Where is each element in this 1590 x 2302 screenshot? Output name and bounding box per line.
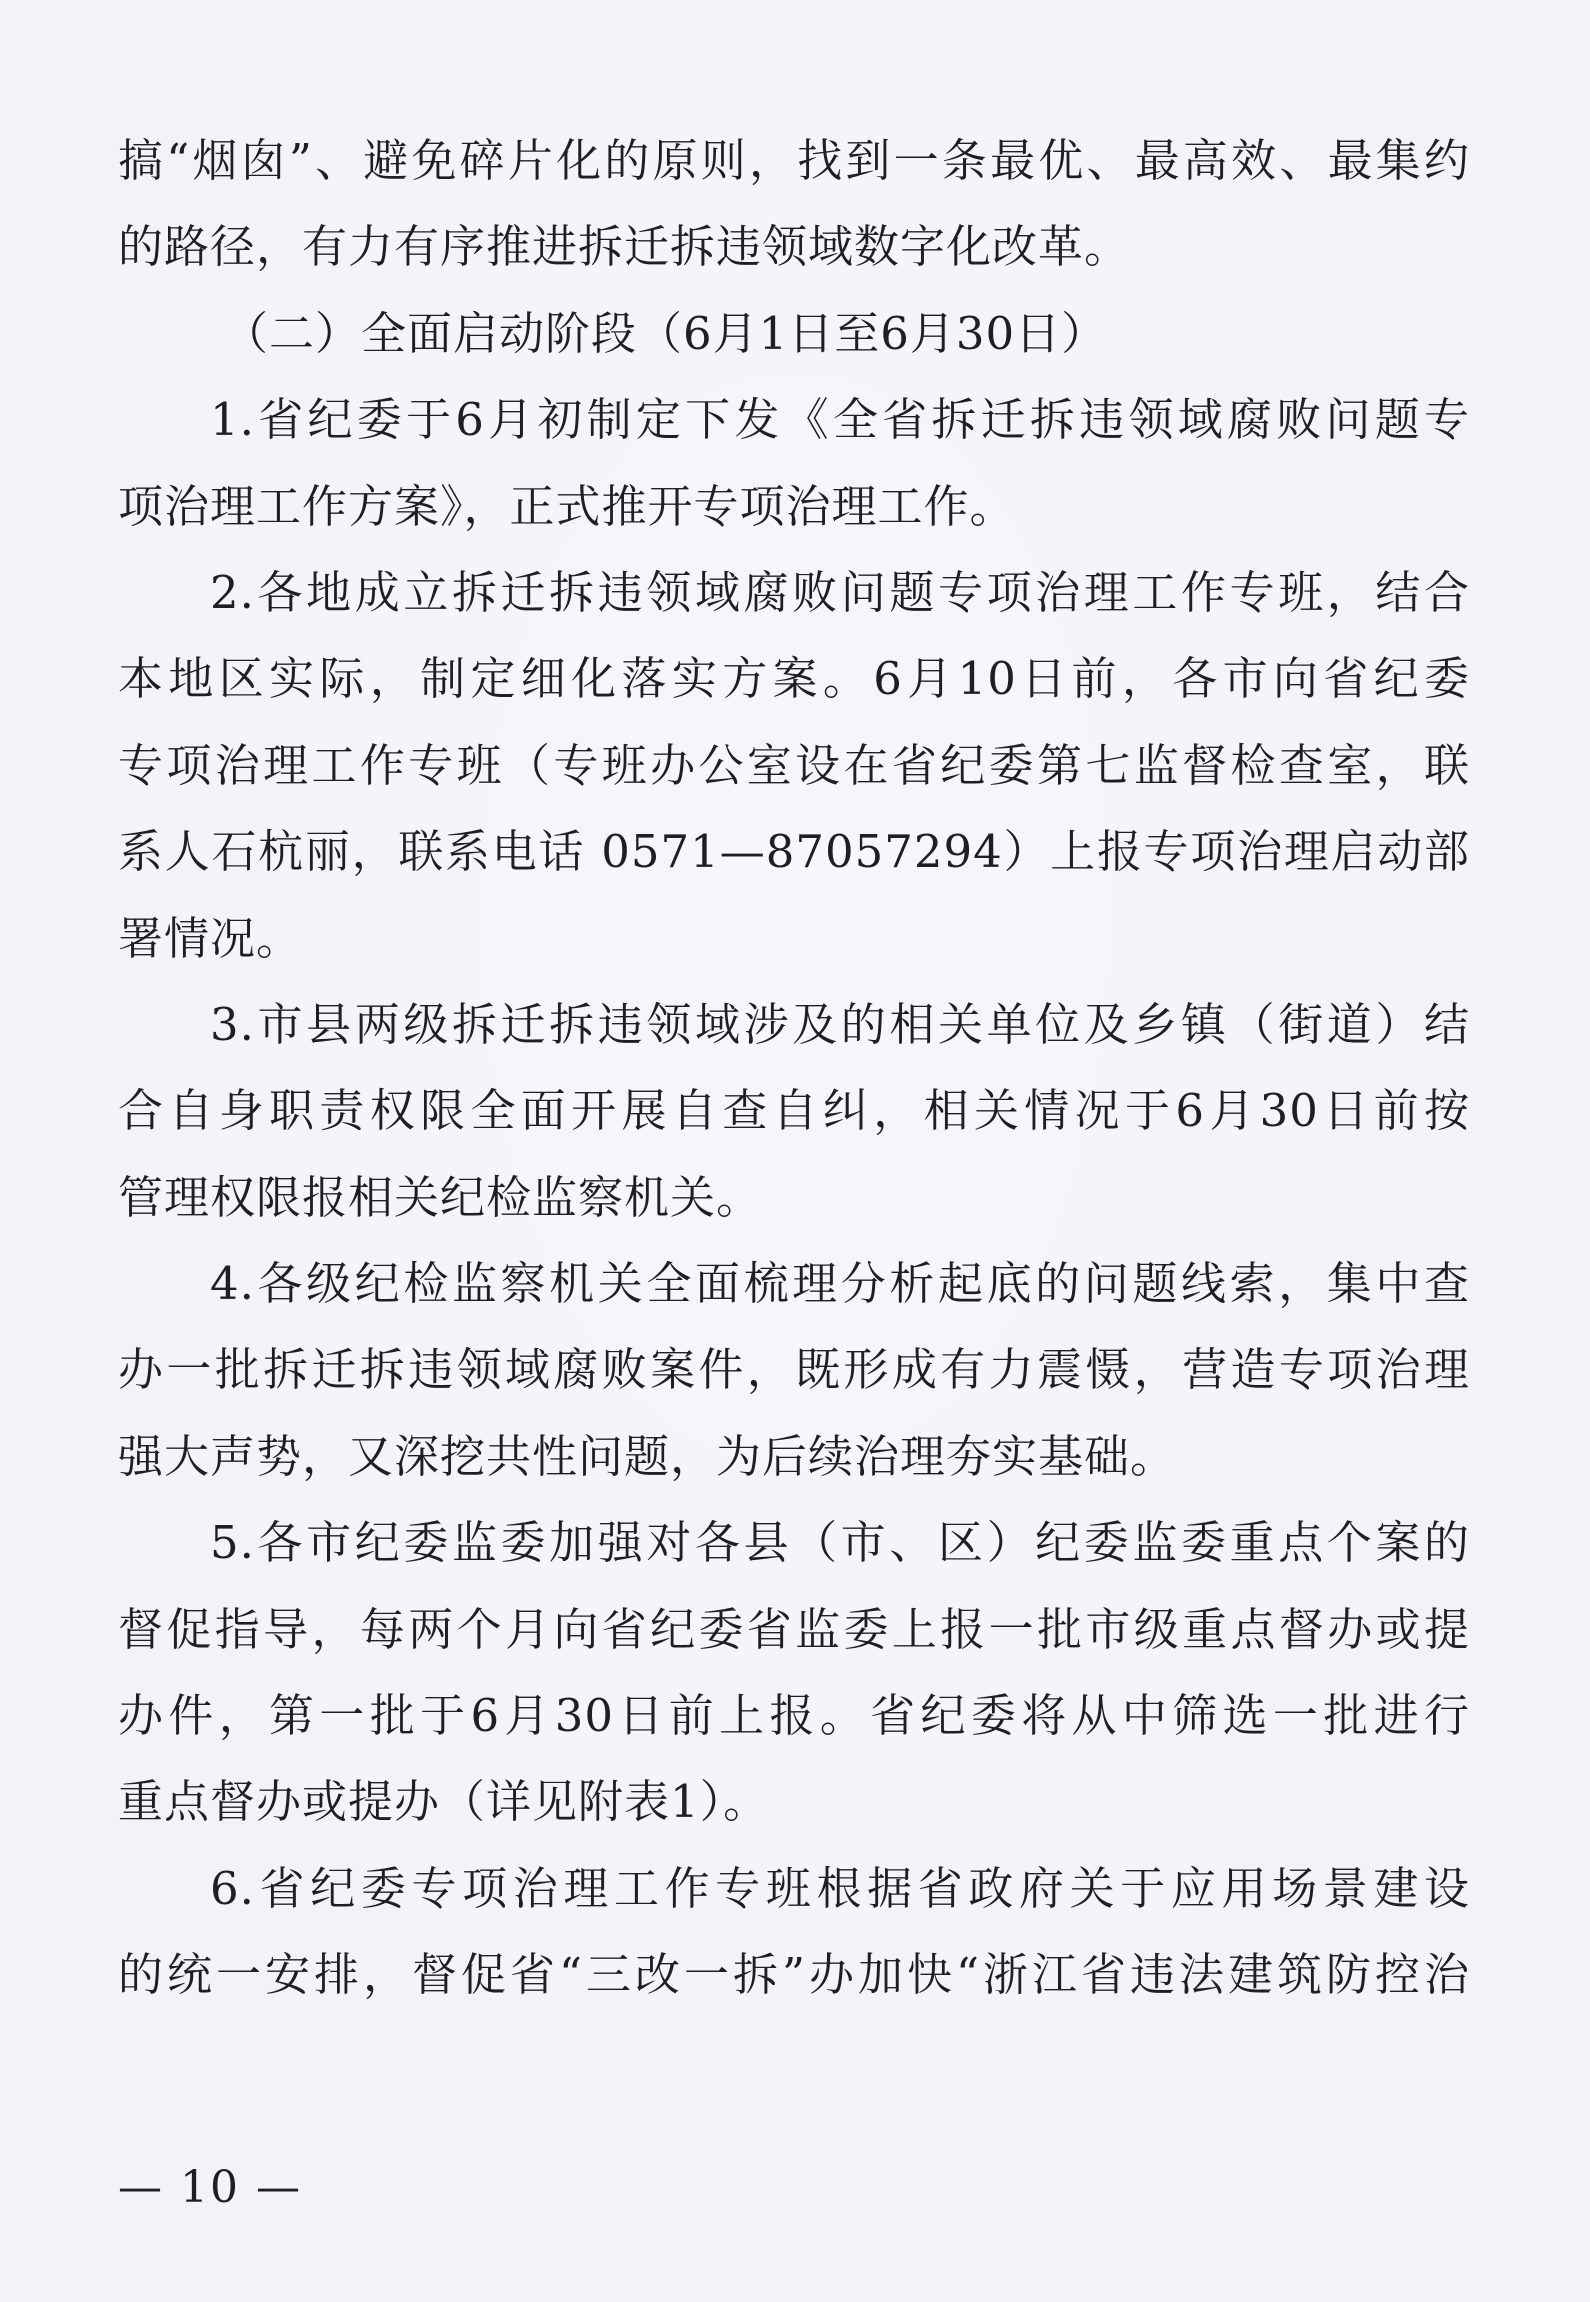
paragraph-4-line: 4.各级纪检监察机关全面梳理分析起底的问题线索，集中查 [210, 1257, 1470, 1311]
page-number: — 10 — [118, 2162, 302, 2213]
paragraph-1-line: 项治理工作方案》，正式推开专项治理工作。 [118, 479, 1016, 533]
paragraph-2-line: 本地区实际，制定细化落实方案。6月10日前，各市向省纪委 [118, 652, 1470, 706]
paragraph-5-line: 重点督办或提办（详见附表1）。 [118, 1775, 770, 1829]
paragraph-4-line: 强大声势，又深挖共性问题，为后续治理夯实基础。 [118, 1429, 1177, 1483]
paragraph-6-line: 6.省纪委专项治理工作专班根据省政府关于应用场景建设 [210, 1861, 1470, 1915]
paragraph-3-line: 3.市县两级拆迁拆违领域涉及的相关单位及乡镇（街道）结 [210, 997, 1470, 1051]
paragraph-5-line: 办件，第一批于6月30日前上报。省纪委将从中筛选一批进行 [118, 1689, 1470, 1743]
paragraph-2-line: 署情况。 [118, 911, 303, 965]
paragraph-5-line: 5.各市纪委监委加强对各县（市、区）纪委监委重点个案的 [210, 1516, 1470, 1570]
paragraph-2-line: 系人石杭丽，联系电话 0571—87057294）上报专项治理启动部 [118, 825, 1470, 879]
paragraph-2-line: 2.各地成立拆迁拆违领域腐败问题专项治理工作专班，结合 [210, 565, 1470, 619]
section-heading: （二）全面启动阶段（6月1日至6月30日） [223, 306, 1108, 360]
paragraph-3-line: 管理权限报相关纪检监察机关。 [118, 1170, 763, 1224]
paragraph-2-line: 专项治理工作专班（专班办公室设在省纪委第七监督检查室，联 [118, 738, 1470, 792]
paragraph-6-line: 的统一安排，督促省“三改一拆”办加快“浙江省违法建筑防控治 [118, 1948, 1470, 2002]
paragraph-5-line: 督促指导，每两个月向省纪委省监委上报一批市级重点督办或提 [118, 1602, 1470, 1656]
paragraph-4-line: 办一批拆迁拆违领域腐败案件，既形成有力震慑，营造专项治理 [118, 1343, 1470, 1397]
document-body [118, 118, 1470, 2019]
text-line: 搞“烟囱”、避免碎片化的原则，找到一条最优、最高效、最集约 [118, 134, 1470, 187]
paragraph-3-line: 合自身职责权限全面开展自查自纠，相关情况于6月30日前按 [118, 1084, 1470, 1138]
paragraph-1-line: 1.省纪委于6月初制定下发《全省拆迁拆违领域腐败问题专 [210, 393, 1470, 447]
text-line: 的路径，有力有序推进拆迁拆违领域数字化改革。 [118, 220, 1131, 274]
